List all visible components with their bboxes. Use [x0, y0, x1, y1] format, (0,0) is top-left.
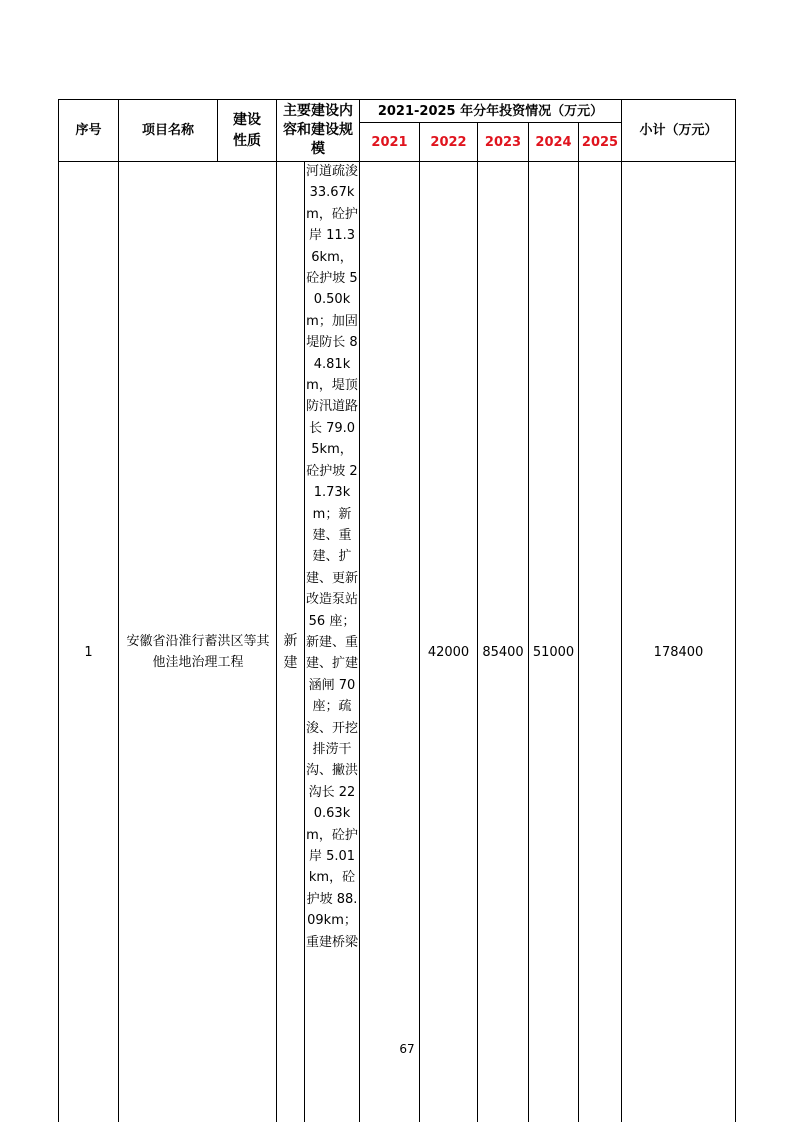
row-seq: 1: [84, 644, 93, 660]
col-divider-content: [359, 99, 360, 1122]
col-divider-name: [276, 99, 277, 1122]
col-divider-2022: [477, 122, 478, 1122]
header-bottom-border: [58, 161, 736, 162]
row-subtotal: 178400: [653, 644, 704, 660]
header-seq: 序号: [75, 123, 102, 138]
row-value-2022: 42000: [427, 644, 470, 660]
col-divider-2024: [578, 122, 579, 1122]
col-divider-2023: [528, 122, 529, 1122]
col-divider-nature: [304, 161, 305, 1122]
header-year-2021: 2021: [371, 134, 408, 150]
row-project-name: 安徽省沿淮行蓄洪区等其他洼地治理工程: [126, 634, 270, 670]
header-year-2025: 2025: [581, 134, 619, 150]
header-period: 2021-2025 年分年投资情况（万元）: [377, 103, 604, 119]
row-value-2023: 85400: [482, 644, 524, 660]
page-number: 67: [399, 1041, 415, 1056]
col-divider-2025: [621, 99, 622, 1122]
col-divider-seq: [118, 99, 119, 1122]
row-value-2025: [579, 640, 621, 664]
row-content-text: 河道疏浚 33.67km，砼护岸 11.36km，砼护坡 50.50km；加固堤防长 84.81km，堤顶防汛道路长 79.05km，砼护坡 21.73km；新建、重建、扩建、更新改造泵站 56 座；新建、重建、扩建涵闸 70 座；疏浚、开挖排涝干沟、撇洪沟长 220.63km，砼护岸 5.01km，砼护坡 88.09km；重建桥梁: [306, 164, 358, 950]
row-value-2024: 51000: [532, 644, 575, 660]
row-value-2021: [360, 640, 419, 664]
header-year-2023: 2023: [484, 134, 522, 150]
col-divider-2021: [419, 122, 420, 1122]
row-nature: 新 建: [283, 633, 298, 671]
header-subtotal: 小计（万元）: [639, 123, 718, 138]
table-left-border: [58, 99, 59, 1122]
header-content: 主要建设内容和建设规模: [283, 103, 353, 157]
header-nature: 建设 性质: [233, 111, 261, 149]
header-year-2022: 2022: [430, 134, 467, 150]
table-right-border: [735, 99, 736, 1122]
header-project-name: 项目名称: [141, 123, 194, 138]
header-year-2024: 2024: [535, 134, 572, 150]
row-content-cell: [306, 161, 358, 1122]
